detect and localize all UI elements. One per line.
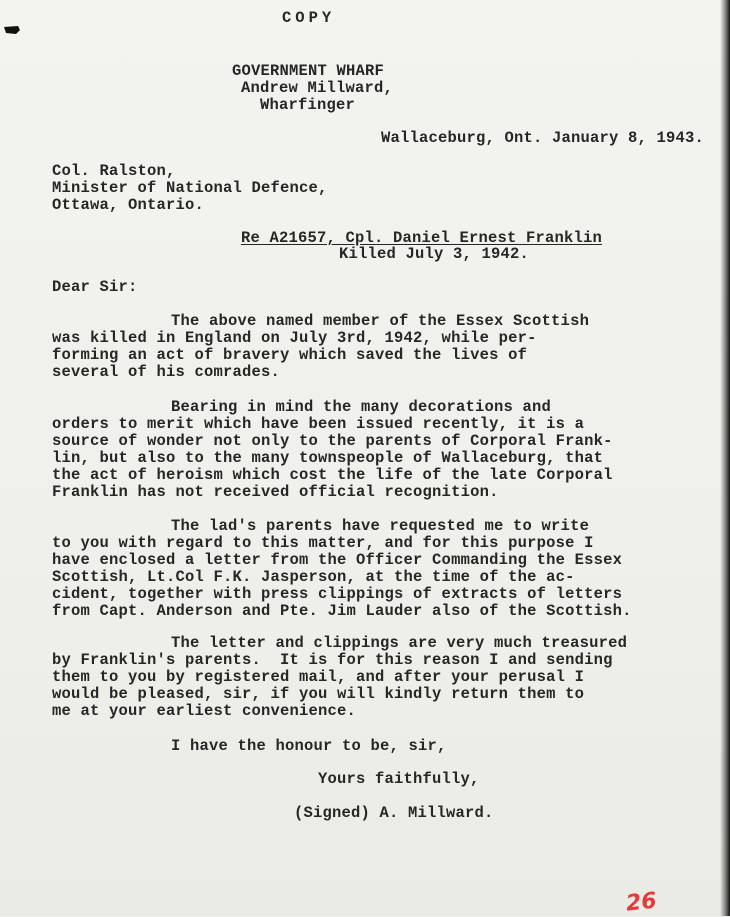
page-edge-shadow: [720, 0, 730, 916]
paragraph-2-line: lin, but also to the many townspeople of Wallaceburg, that: [52, 449, 604, 467]
recipient-line-2: Minister of National Defence,: [52, 179, 328, 197]
page-number: 26: [624, 888, 658, 917]
closing-yours: Yours faithfully,: [318, 770, 480, 788]
copy-label: COPY: [282, 9, 336, 27]
paragraph-3-line: to you with regard to this matter, and for this purpose I: [52, 534, 594, 552]
recipient-line-3: Ottawa, Ontario.: [52, 196, 205, 214]
paragraph-4-line: would be pleased, sir, if you will kindly return them to: [52, 685, 585, 703]
paragraph-2-line: orders to merit which have been issued recently, it is a: [52, 415, 585, 433]
paragraph-1-line: several of his comrades.: [52, 363, 281, 381]
letterhead-name: Andrew Millward,: [241, 79, 394, 97]
salutation: Dear Sir:: [52, 278, 138, 296]
closing-line: I have the honour to be, sir,: [171, 737, 447, 755]
paragraph-3-line: from Capt. Anderson and Pte. Jim Lauder also of the Scottish.: [52, 602, 632, 620]
letterhead-title: Wharfinger: [260, 96, 356, 114]
paragraph-3-line: have enclosed a letter from the Officer Commanding the Essex: [52, 551, 623, 569]
paragraph-2-line: Bearing in mind the many decorations and: [171, 398, 552, 416]
letterhead-office: GOVERNMENT WHARF: [232, 62, 385, 80]
paragraph-4-line: The letter and clippings are very much treasured: [171, 634, 628, 652]
subject-line-2: Killed July 3, 1942.: [339, 245, 530, 263]
subject-line-1: Re A21657, Cpl. Daniel Ernest Franklin: [241, 229, 603, 247]
paragraph-1-line: The above named member of the Essex Scottish: [171, 312, 590, 330]
paragraph-3-line: Scottish, Lt.Col F.K. Jasperson, at the time of the ac-: [52, 568, 575, 586]
paragraph-2-line: source of wonder not only to the parents of Corporal Frank-: [52, 432, 613, 450]
paragraph-3-line: cident, together with press clippings of extracts of letters: [52, 585, 623, 603]
paragraph-4-line: by Franklin's parents. It is for this reason I and sending: [52, 651, 613, 669]
paragraph-2-line: Franklin has not received official recognition.: [52, 483, 499, 501]
date-line: Wallaceburg, Ont. January 8, 1943.: [381, 129, 705, 147]
paragraph-2-line: the act of heroism which cost the life of the late Corporal: [52, 466, 613, 484]
paragraph-4-line: them to you by registered mail, and after your perusal I: [52, 668, 585, 686]
signature: (Signed) A. Millward.: [294, 804, 494, 822]
recipient-line-1: Col. Ralston,: [52, 162, 176, 180]
paragraph-1-line: was killed in England on July 3rd, 1942, while per-: [52, 329, 537, 347]
paragraph-3-line: The lad's parents have requested me to write: [171, 517, 590, 535]
paragraph-1-line: forming an act of bravery which saved the lives of: [52, 346, 528, 364]
binding-mark-icon: [4, 24, 22, 36]
paragraph-4-line: me at your earliest convenience.: [52, 702, 357, 720]
